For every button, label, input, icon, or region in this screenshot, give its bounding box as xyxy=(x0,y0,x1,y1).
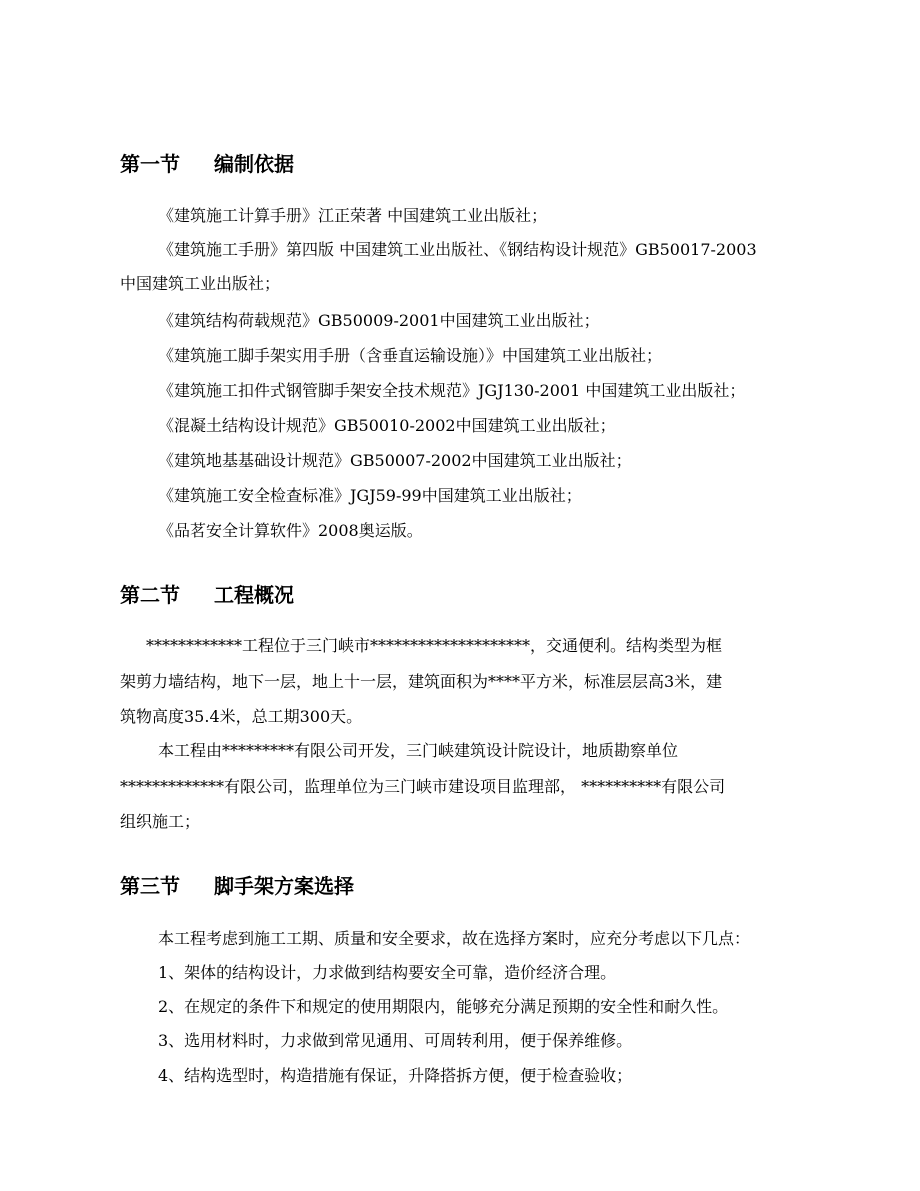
overview-paragraph-line: 组织施工； xyxy=(120,812,201,831)
section-2-heading xyxy=(120,581,294,609)
section-2-title: 工程概况 xyxy=(214,583,294,607)
section-3-title: 脚手架方案选择 xyxy=(214,874,354,898)
reference-item: 《建筑施工计算手册》江正荣著 中国建筑工业出版社； xyxy=(158,206,548,225)
section-1-title: 编制依据 xyxy=(214,152,294,176)
overview-paragraph-line: *************有限公司，监理单位为三门峡市建设项目监理部， **********有限公司 xyxy=(120,777,726,796)
scheme-point: 3、选用材料时，力求做到常见通用、可周转利用，便于保养维修。 xyxy=(158,1031,633,1050)
reference-item: 《建筑施工脚手架实用手册（含垂直运输设施）》中国建筑工业出版社； xyxy=(158,346,663,365)
reference-item: 《建筑施工安全检查标准》JGJ59-99中国建筑工业出版社； xyxy=(158,486,582,505)
overview-paragraph-line: 本工程由*********有限公司开发，三门峡建筑设计院设计，地质勘察单位 xyxy=(158,741,679,760)
reference-item: 《建筑结构荷载规范》GB50009-2001中国建筑工业出版社； xyxy=(158,311,600,330)
reference-item: 《建筑施工手册》第四版 中国建筑工业出版社、《钢结构设计规范》GB50017-2003 xyxy=(158,240,757,259)
scheme-point: 2、在规定的条件下和规定的使用期限内，能够充分满足预期的安全性和耐久性。 xyxy=(158,997,729,1016)
reference-item: 《建筑施工扣件式钢管脚手架安全技术规范》JGJ130-2001 中国建筑工业出版社； xyxy=(158,381,746,400)
section-3-heading xyxy=(120,872,354,900)
overview-paragraph-line: 筑物高度35.4米，总工期300天。 xyxy=(120,707,363,726)
overview-paragraph-line: ************工程位于三门峡市********************，交通便利。结构类型为框 xyxy=(146,636,723,655)
reference-item: 《混凝土结构设计规范》GB50010-2002中国建筑工业出版社； xyxy=(158,416,616,435)
overview-paragraph-line: 架剪力墙结构，地下一层，地上十一层，建筑面积为****平方米，标准层层高3米，建 xyxy=(120,672,723,691)
section-3-number: 第三节 xyxy=(120,874,180,898)
section-2-number: 第二节 xyxy=(120,583,180,607)
reference-item: 《品茗安全计算软件》2008奥运版。 xyxy=(158,521,423,540)
scheme-point: 4、结构选型时，构造措施有保证，升降搭拆方便，便于检查验收； xyxy=(158,1066,633,1085)
section-1-heading xyxy=(120,150,294,178)
section-1-number: 第一节 xyxy=(120,152,180,176)
scheme-point: 1、架体的结构设计，力求做到结构要安全可靠，造价经济合理。 xyxy=(158,963,617,982)
reference-item: 《建筑地基基础设计规范》GB50007-2002中国建筑工业出版社； xyxy=(158,451,632,470)
scheme-intro-line: 本工程考虑到施工工期、质量和安全要求，故在选择方案时，应充分考虑以下几点： xyxy=(158,929,751,948)
reference-item-continuation: 中国建筑工业出版社； xyxy=(120,274,281,293)
